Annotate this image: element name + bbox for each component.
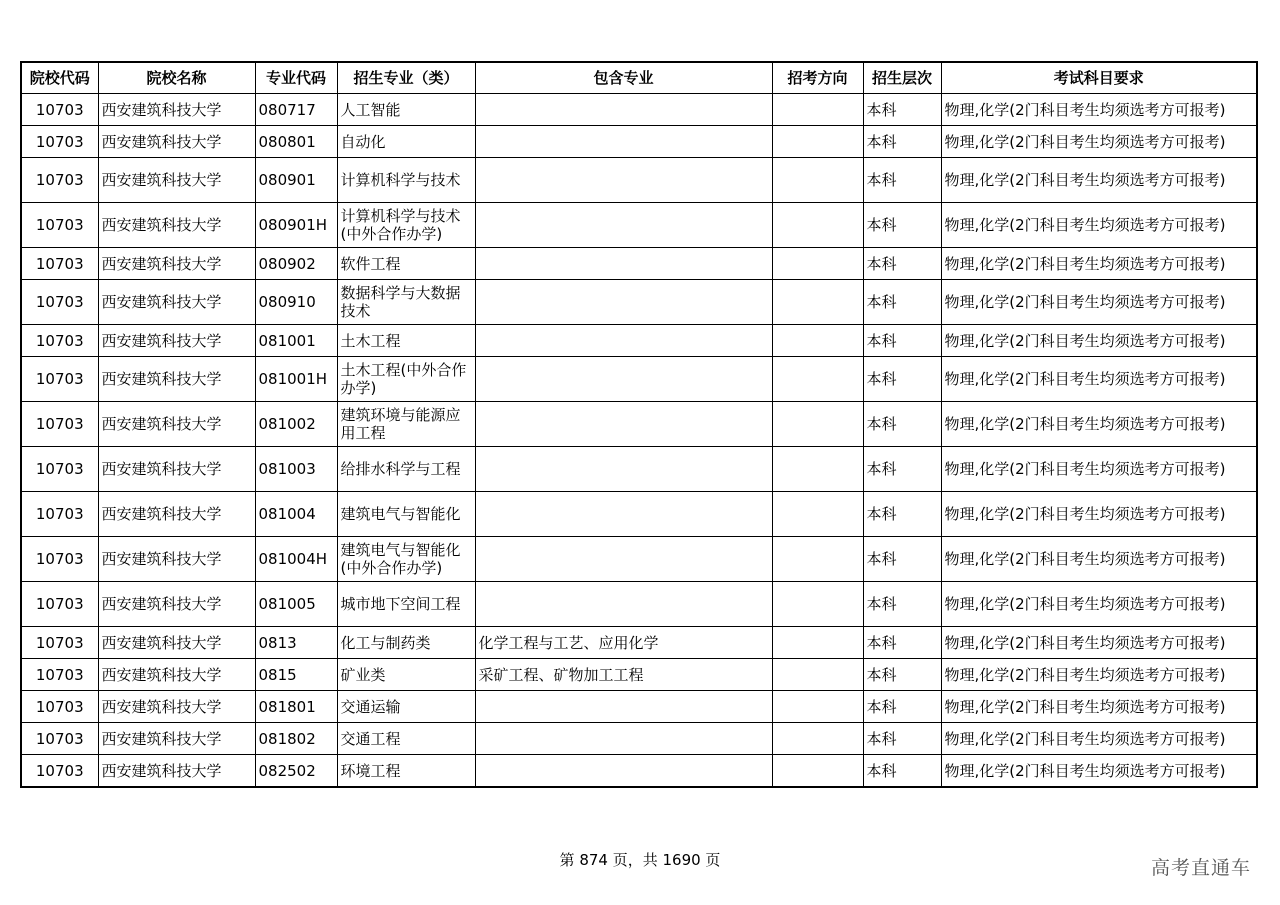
cell-major-code: 081801 bbox=[255, 691, 337, 723]
cell-school-name: 西安建筑科技大学 bbox=[98, 280, 255, 325]
cell-requirement: 物理,化学(2门科目考生均须选考方可报考) bbox=[941, 723, 1257, 755]
cell-includes bbox=[475, 492, 772, 537]
cell-school-name: 西安建筑科技大学 bbox=[98, 537, 255, 582]
cell-level: 本科 bbox=[863, 203, 941, 248]
cell-requirement: 物理,化学(2门科目考生均须选考方可报考) bbox=[941, 582, 1257, 627]
cell-requirement: 物理,化学(2门科目考生均须选考方可报考) bbox=[941, 248, 1257, 280]
cell-level: 本科 bbox=[863, 659, 941, 691]
cell-level: 本科 bbox=[863, 755, 941, 788]
cell-major-code: 081001 bbox=[255, 325, 337, 357]
cell-level: 本科 bbox=[863, 537, 941, 582]
cell-direction bbox=[772, 755, 863, 788]
cell-includes bbox=[475, 723, 772, 755]
header-requirement: 考试科目要求 bbox=[941, 62, 1257, 94]
cell-direction bbox=[772, 280, 863, 325]
cell-school-code: 10703 bbox=[21, 492, 98, 537]
cell-major-code: 0815 bbox=[255, 659, 337, 691]
cell-school-code: 10703 bbox=[21, 126, 98, 158]
cell-level: 本科 bbox=[863, 325, 941, 357]
table-row bbox=[21, 582, 1257, 627]
cell-requirement: 物理,化学(2门科目考生均须选考方可报考) bbox=[941, 94, 1257, 126]
cell-major-code: 080801 bbox=[255, 126, 337, 158]
admissions-table-wrapper bbox=[20, 61, 1256, 788]
cell-includes bbox=[475, 447, 772, 492]
cell-level: 本科 bbox=[863, 582, 941, 627]
cell-level: 本科 bbox=[863, 691, 941, 723]
table-row bbox=[21, 627, 1257, 659]
cell-level: 本科 bbox=[863, 447, 941, 492]
cell-school-name: 西安建筑科技大学 bbox=[98, 659, 255, 691]
table-row bbox=[21, 126, 1257, 158]
cell-direction bbox=[772, 627, 863, 659]
cell-includes bbox=[475, 280, 772, 325]
cell-level: 本科 bbox=[863, 357, 941, 402]
table-row bbox=[21, 447, 1257, 492]
cell-school-code: 10703 bbox=[21, 755, 98, 788]
cell-major: 环境工程 bbox=[337, 755, 475, 788]
table-row bbox=[21, 492, 1257, 537]
cell-direction bbox=[772, 248, 863, 280]
cell-level: 本科 bbox=[863, 402, 941, 447]
cell-major: 建筑电气与智能化(中外合作办学) bbox=[337, 537, 475, 582]
cell-major-code: 082502 bbox=[255, 755, 337, 788]
cell-major: 软件工程 bbox=[337, 248, 475, 280]
cell-direction bbox=[772, 325, 863, 357]
cell-major: 给排水科学与工程 bbox=[337, 447, 475, 492]
cell-includes bbox=[475, 691, 772, 723]
cell-direction bbox=[772, 492, 863, 537]
cell-level: 本科 bbox=[863, 280, 941, 325]
cell-requirement: 物理,化学(2门科目考生均须选考方可报考) bbox=[941, 126, 1257, 158]
watermark-logo-text: 高考直通车 bbox=[1150, 857, 1251, 879]
admissions-table bbox=[20, 61, 1258, 788]
cell-requirement: 物理,化学(2门科目考生均须选考方可报考) bbox=[941, 691, 1257, 723]
cell-includes bbox=[475, 755, 772, 788]
table-row bbox=[21, 203, 1257, 248]
cell-includes bbox=[475, 94, 772, 126]
table-row bbox=[21, 723, 1257, 755]
cell-school-name: 西安建筑科技大学 bbox=[98, 203, 255, 248]
cell-includes bbox=[475, 402, 772, 447]
cell-major: 建筑电气与智能化 bbox=[337, 492, 475, 537]
cell-school-name: 西安建筑科技大学 bbox=[98, 248, 255, 280]
cell-requirement: 物理,化学(2门科目考生均须选考方可报考) bbox=[941, 659, 1257, 691]
cell-major: 自动化 bbox=[337, 126, 475, 158]
cell-school-name: 西安建筑科技大学 bbox=[98, 357, 255, 402]
header-level: 招生层次 bbox=[863, 62, 941, 94]
cell-includes bbox=[475, 582, 772, 627]
cell-school-code: 10703 bbox=[21, 627, 98, 659]
cell-major-code: 081004 bbox=[255, 492, 337, 537]
cell-includes bbox=[475, 126, 772, 158]
cell-major-code: 080717 bbox=[255, 94, 337, 126]
table-row bbox=[21, 357, 1257, 402]
cell-school-code: 10703 bbox=[21, 158, 98, 203]
cell-school-name: 西安建筑科技大学 bbox=[98, 325, 255, 357]
cell-school-code: 10703 bbox=[21, 402, 98, 447]
cell-requirement: 物理,化学(2门科目考生均须选考方可报考) bbox=[941, 158, 1257, 203]
cell-school-name: 西安建筑科技大学 bbox=[98, 94, 255, 126]
cell-includes bbox=[475, 158, 772, 203]
cell-school-name: 西安建筑科技大学 bbox=[98, 158, 255, 203]
cell-major: 交通运输 bbox=[337, 691, 475, 723]
cell-major: 化工与制药类 bbox=[337, 627, 475, 659]
cell-school-code: 10703 bbox=[21, 659, 98, 691]
cell-requirement: 物理,化学(2门科目考生均须选考方可报考) bbox=[941, 402, 1257, 447]
header-major: 招生专业（类） bbox=[337, 62, 475, 94]
cell-school-code: 10703 bbox=[21, 280, 98, 325]
header-major-code: 专业代码 bbox=[255, 62, 337, 94]
cell-school-name: 西安建筑科技大学 bbox=[98, 755, 255, 788]
cell-direction bbox=[772, 659, 863, 691]
cell-school-name: 西安建筑科技大学 bbox=[98, 126, 255, 158]
cell-requirement: 物理,化学(2门科目考生均须选考方可报考) bbox=[941, 203, 1257, 248]
cell-major: 计算机科学与技术(中外合作办学) bbox=[337, 203, 475, 248]
cell-direction bbox=[772, 402, 863, 447]
cell-direction bbox=[772, 447, 863, 492]
header-direction: 招考方向 bbox=[772, 62, 863, 94]
cell-major: 计算机科学与技术 bbox=[337, 158, 475, 203]
cell-direction bbox=[772, 158, 863, 203]
cell-direction bbox=[772, 126, 863, 158]
page-number: 第 874 页，共 1690 页 bbox=[559, 851, 721, 869]
cell-school-code: 10703 bbox=[21, 447, 98, 492]
table-row bbox=[21, 248, 1257, 280]
cell-major: 建筑环境与能源应用工程 bbox=[337, 402, 475, 447]
cell-school-name: 西安建筑科技大学 bbox=[98, 402, 255, 447]
cell-includes: 采矿工程、矿物加工工程 bbox=[475, 659, 772, 691]
cell-major-code: 081003 bbox=[255, 447, 337, 492]
cell-major: 土木工程(中外合作办学) bbox=[337, 357, 475, 402]
cell-major-code: 0813 bbox=[255, 627, 337, 659]
cell-includes: 化学工程与工艺、应用化学 bbox=[475, 627, 772, 659]
cell-major-code: 080901 bbox=[255, 158, 337, 203]
table-row bbox=[21, 280, 1257, 325]
cell-school-name: 西安建筑科技大学 bbox=[98, 627, 255, 659]
cell-school-code: 10703 bbox=[21, 691, 98, 723]
table-row bbox=[21, 755, 1257, 788]
table-row bbox=[21, 94, 1257, 126]
cell-level: 本科 bbox=[863, 158, 941, 203]
cell-requirement: 物理,化学(2门科目考生均须选考方可报考) bbox=[941, 537, 1257, 582]
cell-level: 本科 bbox=[863, 126, 941, 158]
cell-requirement: 物理,化学(2门科目考生均须选考方可报考) bbox=[941, 280, 1257, 325]
table-row bbox=[21, 537, 1257, 582]
cell-includes bbox=[475, 248, 772, 280]
cell-level: 本科 bbox=[863, 627, 941, 659]
cell-requirement: 物理,化学(2门科目考生均须选考方可报考) bbox=[941, 627, 1257, 659]
table-body bbox=[21, 94, 1257, 788]
cell-major-code: 081002 bbox=[255, 402, 337, 447]
cell-school-name: 西安建筑科技大学 bbox=[98, 582, 255, 627]
cell-major-code: 080901H bbox=[255, 203, 337, 248]
cell-major: 人工智能 bbox=[337, 94, 475, 126]
table-header-row bbox=[21, 62, 1257, 94]
cell-major-code: 080902 bbox=[255, 248, 337, 280]
cell-level: 本科 bbox=[863, 248, 941, 280]
cell-direction bbox=[772, 582, 863, 627]
cell-school-code: 10703 bbox=[21, 325, 98, 357]
cell-major-code: 081802 bbox=[255, 723, 337, 755]
cell-major: 矿业类 bbox=[337, 659, 475, 691]
cell-requirement: 物理,化学(2门科目考生均须选考方可报考) bbox=[941, 755, 1257, 788]
table-row bbox=[21, 691, 1257, 723]
cell-direction bbox=[772, 537, 863, 582]
cell-includes bbox=[475, 357, 772, 402]
cell-school-code: 10703 bbox=[21, 537, 98, 582]
cell-includes bbox=[475, 203, 772, 248]
table-row bbox=[21, 325, 1257, 357]
cell-major-code: 080910 bbox=[255, 280, 337, 325]
cell-requirement: 物理,化学(2门科目考生均须选考方可报考) bbox=[941, 447, 1257, 492]
cell-school-name: 西安建筑科技大学 bbox=[98, 691, 255, 723]
cell-school-code: 10703 bbox=[21, 723, 98, 755]
cell-requirement: 物理,化学(2门科目考生均须选考方可报考) bbox=[941, 325, 1257, 357]
cell-major: 土木工程 bbox=[337, 325, 475, 357]
header-school-name: 院校名称 bbox=[98, 62, 255, 94]
cell-requirement: 物理,化学(2门科目考生均须选考方可报考) bbox=[941, 492, 1257, 537]
cell-includes bbox=[475, 325, 772, 357]
table-row bbox=[21, 402, 1257, 447]
cell-major-code: 081004H bbox=[255, 537, 337, 582]
cell-school-code: 10703 bbox=[21, 248, 98, 280]
cell-requirement: 物理,化学(2门科目考生均须选考方可报考) bbox=[941, 357, 1257, 402]
cell-major: 城市地下空间工程 bbox=[337, 582, 475, 627]
cell-direction bbox=[772, 691, 863, 723]
cell-school-code: 10703 bbox=[21, 582, 98, 627]
cell-includes bbox=[475, 537, 772, 582]
header-includes: 包含专业 bbox=[475, 62, 772, 94]
cell-direction bbox=[772, 723, 863, 755]
cell-direction bbox=[772, 203, 863, 248]
cell-major-code: 081005 bbox=[255, 582, 337, 627]
table-row bbox=[21, 158, 1257, 203]
cell-direction bbox=[772, 357, 863, 402]
cell-school-name: 西安建筑科技大学 bbox=[98, 447, 255, 492]
cell-school-code: 10703 bbox=[21, 357, 98, 402]
cell-direction bbox=[772, 94, 863, 126]
table-row bbox=[21, 659, 1257, 691]
cell-school-code: 10703 bbox=[21, 94, 98, 126]
cell-major-code: 081001H bbox=[255, 357, 337, 402]
cell-school-name: 西安建筑科技大学 bbox=[98, 492, 255, 537]
cell-level: 本科 bbox=[863, 723, 941, 755]
cell-level: 本科 bbox=[863, 492, 941, 537]
cell-major: 数据科学与大数据技术 bbox=[337, 280, 475, 325]
header-school-code: 院校代码 bbox=[21, 62, 98, 94]
cell-level: 本科 bbox=[863, 94, 941, 126]
cell-school-code: 10703 bbox=[21, 203, 98, 248]
cell-school-name: 西安建筑科技大学 bbox=[98, 723, 255, 755]
cell-major: 交通工程 bbox=[337, 723, 475, 755]
